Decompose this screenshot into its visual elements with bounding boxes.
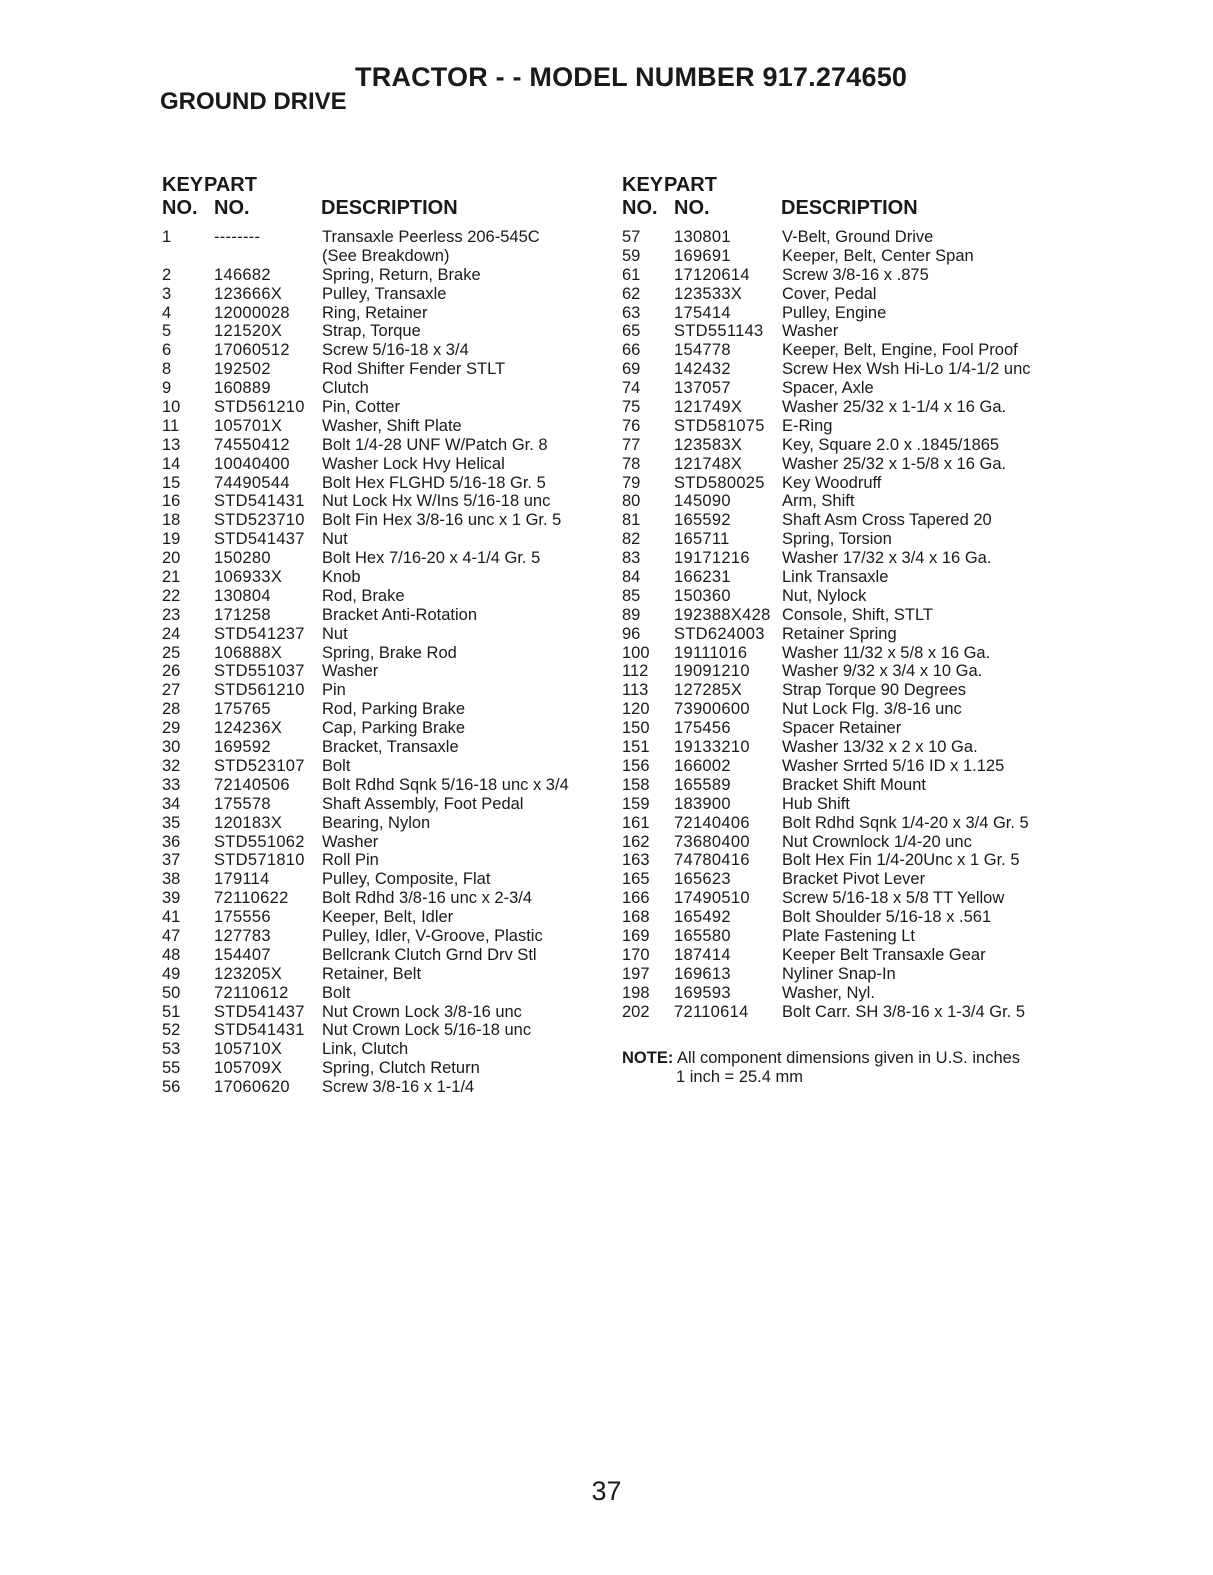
part-description: Key, Square 2.0 x .1845/1865 [782,435,1000,454]
part-description: Link Transaxle [782,568,889,587]
part-description: Key Woodruff [782,473,882,492]
part-number: 150360 [674,586,731,605]
part-number: 127783 [214,926,271,945]
part-description: Retainer Spring [782,624,897,643]
part-number: 169613 [674,964,731,983]
part-number: 19171216 [674,549,750,568]
part-number: 192502 [214,360,271,379]
key-number: 82 [622,530,641,549]
part-description: Arm, Shift [782,492,855,511]
part-description: Bolt Rdhd Sqnk 1/4-20 x 3/4 Gr. 5 [782,813,1029,832]
key-number: 162 [622,832,650,851]
key-number: 5 [162,322,172,341]
key-number: 78 [622,454,641,473]
part-number: 123583X [674,435,743,454]
part-number: 72110622 [214,889,289,908]
header-part-line2: NO. [674,197,710,219]
part-description: Bolt Shoulder 5/16-18 x .561 [782,908,992,927]
part-description: Clutch [322,379,369,398]
part-number: 165589 [674,775,731,794]
key-number: 163 [622,851,650,870]
key-number: 65 [622,322,641,341]
note-label: NOTE: [622,1049,674,1067]
part-description: Bellcrank Clutch Grnd Drv Stl [322,945,537,964]
key-number: 75 [622,398,641,417]
key-number: 16 [162,492,181,511]
key-number: 10 [162,398,181,417]
part-number: 192388X428 [674,605,771,624]
key-number: 66 [622,341,641,360]
part-number: 175578 [214,794,271,813]
key-number: 62 [622,284,641,303]
part-number: 123666X [214,284,283,303]
part-number: 72110612 [214,983,289,1002]
part-description: Washer 9/32 x 3/4 x 10 Ga. [782,662,983,681]
key-number: 29 [162,719,181,738]
part-description: Rod Shifter Fender STLT [322,360,506,379]
part-number: 74780416 [674,851,750,870]
part-number: 165580 [674,926,731,945]
part-number: 165492 [674,908,731,927]
part-description: Screw 3/8-16 x 1-1/4 [322,1078,475,1097]
part-description: Bracket Pivot Lever [782,870,926,889]
part-description: Rod, Parking Brake [322,700,466,719]
key-number: 6 [162,341,172,360]
part-description: E-Ring [782,416,833,435]
part-number: 74490544 [214,473,290,492]
part-description: Washer [322,662,379,681]
part-number: STD551062 [214,832,305,851]
key-number: 197 [622,964,650,983]
key-number: 20 [162,549,181,568]
part-number: 10040400 [214,454,290,473]
part-number: 183900 [674,794,731,813]
key-number: 4 [162,303,172,322]
part-number: 73680400 [674,832,750,851]
key-number: 168 [622,908,650,927]
part-number: 175414 [674,303,731,322]
header-description: DESCRIPTION [321,197,458,219]
key-number: 25 [162,643,181,662]
part-number: STD541431 [214,1021,305,1040]
part-number: 17120614 [674,265,750,284]
part-description: Hub Shift [782,794,850,813]
part-number: STD571810 [214,851,305,870]
part-number: 73900600 [674,700,750,719]
part-description: Washer 25/32 x 1-5/8 x 16 Ga. [782,454,1007,473]
part-description: Washer, Nyl. [782,983,875,1002]
key-number: 49 [162,964,181,983]
part-description: Washer 17/32 x 3/4 x 16 Ga. [782,549,992,568]
key-number: 38 [162,870,181,889]
part-number: 130804 [214,586,271,605]
part-number: 17060512 [214,341,290,360]
part-number: STD541237 [214,624,305,643]
part-description: Pulley, Idler, V-Groove, Plastic [322,926,543,945]
part-description: Bolt [322,756,351,775]
part-description: Nut Lock Flg. 3/8-16 unc [782,700,962,719]
part-number: 121749X [674,398,743,417]
part-description: Shaft Assembly, Foot Pedal [322,794,524,813]
part-description: Spring, Brake Rod [322,643,457,662]
part-description: Washer [322,832,379,851]
part-number: STD580025 [674,473,765,492]
key-number: 3 [162,284,172,303]
header-part-line1: PART [204,174,257,196]
part-description: Bolt Fin Hex 3/8-16 unc x 1 Gr. 5 [322,511,562,530]
part-number: 169593 [674,983,731,1002]
header-key-line1: KEY [622,174,664,196]
key-number: 57 [622,228,641,246]
key-number: 83 [622,549,641,568]
header-key-line2: NO. [162,197,198,219]
part-number: 150280 [214,549,271,568]
key-number: 80 [622,492,641,511]
part-description: Pulley, Engine [782,303,887,322]
part-number: 160889 [214,379,271,398]
key-number: 159 [622,794,650,813]
part-number: 72110614 [674,1002,749,1021]
part-description: Nut Crownlock 1/4-20 unc [782,832,972,851]
part-description: Strap Torque 90 Degrees [782,681,967,700]
part-number: 175765 [214,700,271,719]
header-description: DESCRIPTION [781,197,918,219]
part-description: Nyliner Snap-In [782,964,896,983]
key-number: 19 [162,530,181,549]
key-number: 26 [162,662,181,681]
part-description: Washer 25/32 x 1-1/4 x 16 Ga. [782,398,1007,417]
section-title: GROUND DRIVE [160,88,347,115]
key-number: 79 [622,473,641,492]
key-number: 76 [622,416,641,435]
key-number: 89 [622,605,641,624]
part-description: Console, Shift, STLT [782,605,934,624]
part-number: 175456 [674,719,731,738]
key-number: 37 [162,851,181,870]
key-number: 169 [622,926,650,945]
key-number: 21 [162,568,181,587]
key-number: 120 [622,700,650,719]
key-number: 50 [162,983,181,1002]
key-number: 151 [622,738,650,757]
part-number: 179114 [214,870,270,889]
part-description: Nut, Nylock [782,586,867,605]
key-number: 27 [162,681,181,700]
key-number: 9 [162,379,172,398]
key-number: 51 [162,1002,181,1021]
part-number: 130801 [674,228,731,246]
part-number: 120183X [214,813,283,832]
part-number: STD581075 [674,416,765,435]
part-description: Spring, Torsion [782,530,892,549]
key-number: 100 [622,643,650,662]
key-number: 170 [622,945,650,964]
part-number: 171258 [214,605,271,624]
part-number: 19133210 [674,738,750,757]
note-text: All component dimensions given in U.S. inches [677,1049,1021,1067]
part-number: STD523107 [214,756,305,775]
key-number: 52 [162,1021,181,1040]
key-number: 41 [162,908,181,927]
key-number: 74 [622,379,641,398]
key-number: 161 [622,813,650,832]
part-description: Cover, Pedal [782,284,877,303]
key-number: 1 [162,228,172,246]
part-number: 17490510 [674,889,750,908]
part-number: 123533X [674,284,743,303]
part-description: Rod, Brake [322,586,405,605]
part-description: Bracket Anti-Rotation [322,605,477,624]
key-number: 85 [622,586,641,605]
key-number: 2 [162,265,172,284]
part-description: Washer 11/32 x 5/8 x 16 Ga. [782,643,991,662]
part-description: Spring, Clutch Return [322,1059,480,1078]
key-number: 15 [162,473,181,492]
part-description: Washer, Shift Plate [322,416,462,435]
part-description: Keeper Belt Transaxle Gear [782,945,986,964]
part-description: Pulley, Composite, Flat [322,870,491,889]
part-description: Washer 13/32 x 2 x 10 Ga. [782,738,978,757]
page-title: TRACTOR - - MODEL NUMBER 917.274650 [355,62,908,92]
part-description: Pulley, Transaxle [322,284,447,303]
part-description: Knob [322,568,361,587]
part-description: Bolt Rdhd 3/8-16 unc x 2-3/4 [322,889,533,908]
part-description: Link, Clutch [322,1040,409,1059]
part-number: 106888X [214,643,283,662]
part-number: 166231 [674,568,731,587]
part-number: STD561210 [214,681,305,700]
part-description: Bracket, Transaxle [322,738,459,757]
part-description: Washer Srrted 5/16 ID x 1.125 [782,756,1005,775]
header-part-line1: PART [664,174,717,196]
key-number: 158 [622,775,650,794]
part-number: 106933X [214,568,283,587]
part-description: Roll Pin [322,851,379,870]
key-number: 32 [162,756,181,775]
part-description: Nut [322,624,348,643]
part-number: 121748X [674,454,743,473]
key-number: 113 [622,681,649,700]
part-number: 105709X [214,1059,283,1078]
key-number: 112 [622,662,649,681]
key-number: 63 [622,303,641,322]
part-description: Nut Lock Hx W/Ins 5/16-18 unc [322,492,551,511]
key-number: 23 [162,605,181,624]
part-description: Pin [322,681,346,700]
part-description: Washer Lock Hvy Helical [322,454,505,473]
part-number: 105710X [214,1040,283,1059]
part-description: Spacer, Axle [782,379,874,398]
key-number: 56 [162,1078,181,1097]
part-number: 165592 [674,511,731,530]
part-number: 175556 [214,908,271,927]
part-number: 142432 [674,360,731,379]
part-number: 124236X [214,719,283,738]
part-number: 169691 [674,246,731,265]
part-description: Bolt Hex 7/16-20 x 4-1/4 Gr. 5 [322,549,541,568]
part-number: 72140406 [674,813,750,832]
key-number: 34 [162,794,181,813]
key-number: 35 [162,813,181,832]
part-number: 121520X [214,322,283,341]
part-number: 12000028 [214,303,290,322]
part-description: Keeper, Belt, Engine, Fool Proof [782,341,1018,360]
part-number: 154407 [214,945,271,964]
part-description: Transaxle Peerless 206-545C [322,228,540,246]
part-number: 169592 [214,738,271,757]
part-number: 165623 [674,870,731,889]
part-number: 146682 [214,265,271,284]
part-description: Ring, Retainer [322,303,428,322]
part-description: Shaft Asm Cross Tapered 20 [782,511,992,530]
key-number: 77 [622,435,641,454]
key-number: 18 [162,511,181,530]
part-description-continued: (See Breakdown) [322,246,450,265]
part-description: Bearing, Nylon [322,813,431,832]
key-number: 11 [162,416,180,435]
header-part-line2: NO. [214,197,250,219]
part-description: Cap, Parking Brake [322,719,466,738]
part-number: 137057 [674,379,731,398]
part-number: 154778 [674,341,731,360]
key-number: 53 [162,1040,181,1059]
part-description: Bolt Rdhd Sqnk 5/16-18 unc x 3/4 [322,775,569,794]
part-number: 166002 [674,756,731,775]
key-number: 202 [622,1002,650,1021]
key-number: 39 [162,889,181,908]
part-number: STD541437 [214,530,305,549]
part-description: Screw Hex Wsh Hi-Lo 1/4-1/2 unc [782,360,1031,379]
part-number: STD541431 [214,492,305,511]
header-key-line1: KEY [162,174,204,196]
part-number: 187414 [674,945,731,964]
part-number: -------- [214,228,261,246]
part-number: 105701X [214,416,283,435]
key-number: 28 [162,700,181,719]
part-description: Bolt [322,983,351,1002]
key-number: 8 [162,360,172,379]
part-description: Screw 5/16-18 x 5/8 TT Yellow [782,889,1005,908]
key-number: 81 [622,511,641,530]
part-description: Keeper, Belt, Idler [322,908,454,927]
part-description: Bolt Carr. SH 3/8-16 x 1-3/4 Gr. 5 [782,1002,1026,1021]
part-description: Spring, Return, Brake [322,265,481,284]
part-number: 17060620 [214,1078,290,1097]
part-description: V-Belt, Ground Drive [782,228,934,246]
part-number: 72140506 [214,775,290,794]
part-description: Bracket Shift Mount [782,775,926,794]
key-number: 165 [622,870,650,889]
part-number: STD551143 [674,322,764,341]
part-description: Screw 5/16-18 x 3/4 [322,341,469,360]
key-number: 61 [622,265,641,284]
key-number: 150 [622,719,650,738]
key-number: 96 [622,624,641,643]
part-number: STD561210 [214,398,305,417]
part-description: Bolt Hex FLGHD 5/16-18 Gr. 5 [322,473,546,492]
part-description: Washer [782,322,839,341]
part-description: Keeper, Belt, Center Span [782,246,974,265]
part-description: Screw 3/8-16 x .875 [782,265,929,284]
part-number: STD541437 [214,1002,305,1021]
part-description: Bolt 1/4-28 UNF W/Patch Gr. 8 [322,435,548,454]
key-number: 14 [162,454,181,473]
part-number: 127285X [674,681,743,700]
key-number: 69 [622,360,641,379]
part-number: 123205X [214,964,283,983]
key-number: 24 [162,624,181,643]
key-number: 55 [162,1059,181,1078]
dimension-note [622,1049,1020,1087]
key-number: 13 [162,435,181,454]
part-description: Plate Fastening Lt [782,926,915,945]
part-description: Pin, Cotter [322,398,400,417]
key-number: 48 [162,945,181,964]
part-number: 19111016 [674,643,748,662]
key-number: 47 [162,926,181,945]
part-description: Strap, Torque [322,322,421,341]
note-conversion: 1 inch = 25.4 mm [676,1068,804,1086]
part-number: STD624003 [674,624,765,643]
header-key-line2: NO. [622,197,658,219]
part-description: Retainer, Belt [322,964,422,983]
part-number: 74550412 [214,435,290,454]
part-number: STD523710 [214,511,305,530]
key-number: 30 [162,738,181,757]
part-number: STD551037 [214,662,305,681]
key-number: 59 [622,246,641,265]
part-description: Nut Crown Lock 5/16-18 unc [322,1021,532,1040]
part-number: 165711 [674,530,730,549]
part-description: Spacer Retainer [782,719,902,738]
part-description: Bolt Hex Fin 1/4-20Unc x 1 Gr. 5 [782,851,1020,870]
key-number: 156 [622,756,650,775]
part-description: Nut Crown Lock 3/8-16 unc [322,1002,522,1021]
part-number: 145090 [674,492,731,511]
page-number: 37 [591,1476,622,1506]
key-number: 198 [622,983,650,1002]
key-number: 33 [162,775,181,794]
key-number: 166 [622,889,650,908]
part-description: Nut [322,530,348,549]
key-number: 84 [622,568,641,587]
part-number: 19091210 [674,662,750,681]
key-number: 22 [162,586,181,605]
key-number: 36 [162,832,181,851]
